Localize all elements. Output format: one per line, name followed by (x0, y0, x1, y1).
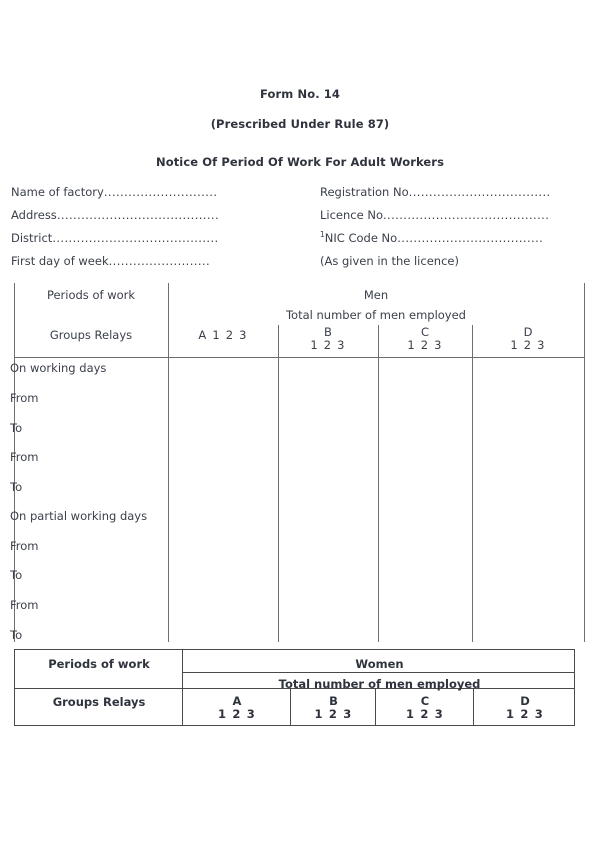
women-header-periods-of-work: Periods of work (48, 657, 150, 671)
men-group-d-letter: D (523, 325, 533, 339)
women-group-c-relays: 1 2 3 (405, 707, 444, 721)
field-dotted-line: ............................ (103, 185, 218, 199)
field-dotted-line: ......................................... (382, 208, 550, 222)
men-table-right-border (584, 283, 585, 642)
table-row: From (10, 598, 39, 612)
men-header-category: Men (363, 288, 389, 302)
field-label: Licence No (320, 208, 383, 222)
men-table-divider-c-d (472, 325, 473, 642)
women-group-column-d (474, 695, 576, 721)
page-title: Notice Of Period Of Work For Adult Workers (155, 155, 445, 169)
field-as-given-in-licence-note (320, 254, 459, 268)
field-dotted-line: ......................... (108, 254, 211, 268)
women-group-b-letter: B (329, 694, 338, 708)
women-group-column-b (291, 695, 376, 721)
table-row: On working days (10, 361, 107, 375)
women-header-category: Women (355, 657, 404, 671)
field-label: NIC Code No (324, 231, 398, 245)
women-group-a-relays: 1 2 3 (217, 707, 256, 721)
men-group-c-letter: C (420, 325, 430, 339)
field-label: Name of factory (11, 185, 104, 199)
women-periods-of-work-table (14, 649, 575, 726)
men-group-d-relays: 1 2 3 (510, 338, 546, 352)
field-label: First day of week (11, 254, 109, 268)
table-row: To (10, 568, 23, 582)
men-group-column-d (472, 326, 584, 352)
field-address (11, 208, 219, 222)
women-group-column-c (376, 695, 474, 721)
field-label: Address (11, 208, 57, 222)
table-row: To (10, 628, 23, 642)
field-name-of-factory (11, 185, 217, 199)
table-row: To (10, 421, 23, 435)
men-header-total-employed: Total number of men employed (285, 308, 466, 322)
field-first-day-of-week (11, 254, 210, 268)
form-number-heading: Form No. 14 (260, 87, 340, 101)
field-dotted-line: .................................... (397, 231, 544, 245)
men-group-a-label: A 1 2 3 (198, 328, 248, 342)
field-nic-code-no (320, 231, 543, 245)
men-table-divider-a-b (278, 325, 279, 642)
table-row: From (10, 391, 39, 405)
men-group-column-c (378, 326, 472, 352)
men-group-c-relays: 1 2 3 (407, 338, 443, 352)
field-dotted-line: ................................... (408, 185, 551, 199)
women-group-c-letter: C (420, 694, 430, 708)
women-group-column-a (183, 695, 291, 721)
field-registration-no (320, 185, 551, 199)
field-dotted-line: ........................................ (56, 208, 220, 222)
table-row: On partial working days (10, 509, 148, 523)
men-table-header-rule (14, 357, 585, 358)
footnote-marker: 1 (320, 230, 325, 240)
women-group-d-letter: D (520, 694, 530, 708)
table-row: From (10, 539, 39, 553)
field-label: Registration No (320, 185, 409, 199)
women-group-d-relays: 1 2 3 (505, 707, 544, 721)
table-row: From (10, 450, 39, 464)
field-label: District (11, 231, 53, 245)
women-header-groups-relays: Groups Relays (52, 695, 146, 709)
table-row: To (10, 480, 23, 494)
prescribed-rule-heading: (Prescribed Under Rule 87) (210, 117, 390, 131)
men-header-periods-of-work: Periods of work (46, 288, 136, 302)
women-group-b-relays: 1 2 3 (314, 707, 353, 721)
men-table-divider-b-c (378, 325, 379, 642)
men-group-b-relays: 1 2 3 (310, 338, 346, 352)
women-group-a-letter: A (232, 694, 242, 708)
men-group-column-a (168, 328, 278, 342)
women-table-rule-category (182, 672, 574, 673)
field-dotted-line: ......................................... (52, 231, 219, 245)
field-label: (As given in the licence) (320, 254, 459, 268)
men-group-column-b (278, 326, 378, 352)
field-licence-no (320, 208, 549, 222)
women-header-total-employed: Total number of men employed (278, 677, 481, 691)
men-header-groups-relays: Groups Relays (49, 328, 133, 342)
men-group-b-letter: B (324, 325, 332, 339)
field-district (11, 231, 219, 245)
